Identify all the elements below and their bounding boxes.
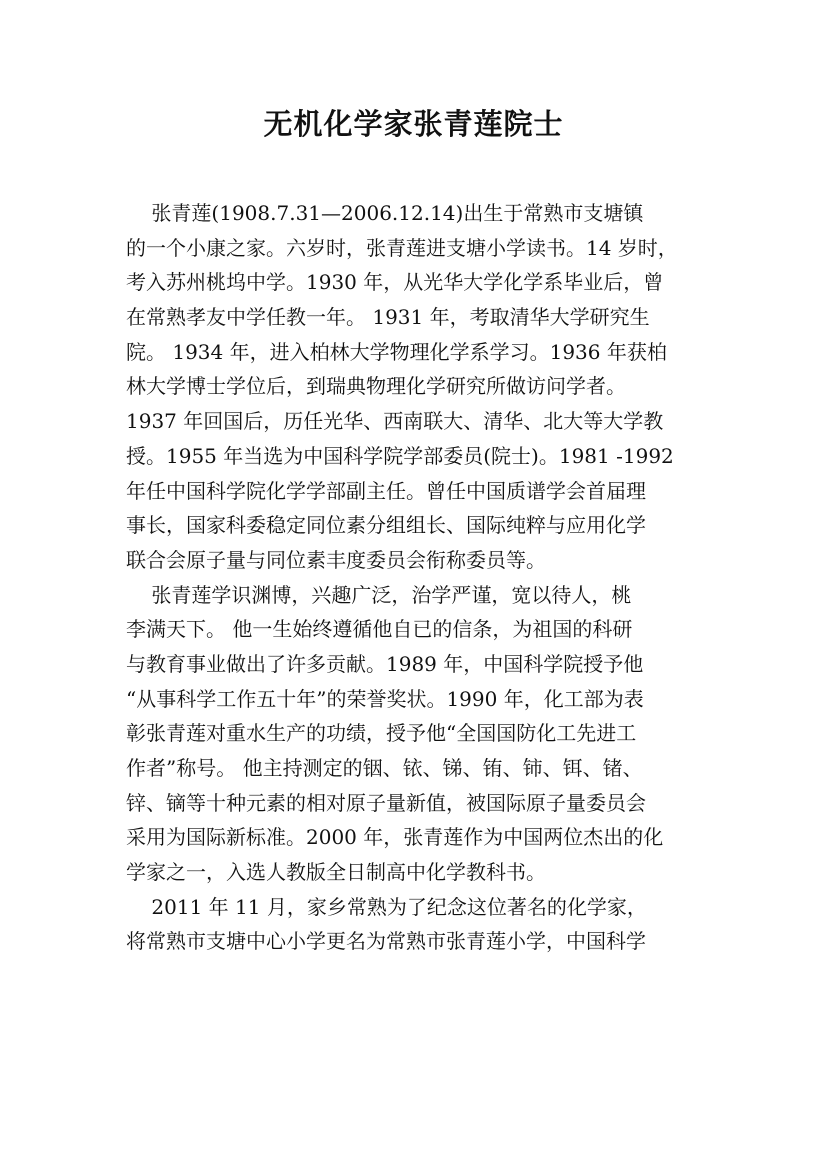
body-line: 事长，国家科委稳定同位素分组组长、国际纯粹与应用化学 (126, 513, 646, 538)
body-line: 考入苏州桃坞中学。1930 年，从光华大学化学系毕业后，曾 (126, 270, 664, 295)
body-line: 作者”称号。 他主持测定的铟、铱、锑、铕、铈、铒、锗、 (126, 756, 643, 780)
body-line: 张青莲学识渊博，兴趣广泛，治学严谨，宽以待人，桃 (126, 582, 632, 607)
body-line: 学家之一，入选人教版全日制高中化学教科书。 (126, 860, 546, 885)
body-line: 锌、镝等十种元素的相对原子量新值，被国际原子量委员会 (126, 790, 646, 815)
body-line: 彰张青莲对重水生产的功绩，授予他“全国国防化工先进工 (126, 721, 637, 746)
document-body (126, 198, 711, 961)
document-title: 无机化学家张青莲院士 (263, 107, 564, 141)
body-line: 采用为国际新标准。2000 年，张青莲作为中国两位杰出的化 (126, 825, 664, 850)
body-line: 1937 年回国后，历任光华、西南联大、清华、北大等大学教 (126, 409, 664, 434)
body-line: 李满天下。 他一生始终遵循他自已的信条，为祖国的科研 (126, 617, 633, 642)
body-line: “从事科学工作五十年”的荣誉奖状。1990 年，化工部为表 (126, 686, 644, 711)
body-line: 授。1955 年当选为中国科学院学部委员(院士)。1981 -1992 (126, 443, 674, 468)
body-line: 在常熟孝友中学任教一年。 1931 年，考取清华大学研究生 (126, 305, 650, 330)
body-line: 将常熟市支塘中心小学更名为常熟市张青莲小学，中国科学 (126, 929, 646, 954)
body-line: 院。 1934 年，进入柏林大学物理化学系学习。1936 年获柏 (126, 339, 667, 364)
body-line: 林大学博士学位后，到瑞典物理化学研究所做访问学者。 (126, 374, 626, 399)
body-line: 2011 年 11 月，家乡常熟为了纪念这位著名的化学家， (126, 894, 647, 919)
body-line: 年任中国科学院化学学部副主任。曾任中国质谱学会首届理 (126, 478, 646, 503)
body-line: 的一个小康之家。六岁时，张青莲进支塘小学读书。14 岁时， (126, 235, 678, 260)
body-line: 张青莲(1908.7.31—2006.12.14)出生于常熟市支塘镇 (126, 201, 644, 225)
body-line: 联合会原子量与同位素丰度委员会衔称委员等。 (126, 547, 546, 572)
body-line: 与教育事业做出了许多贡献。1989 年，中国科学院授予他 (126, 651, 644, 676)
